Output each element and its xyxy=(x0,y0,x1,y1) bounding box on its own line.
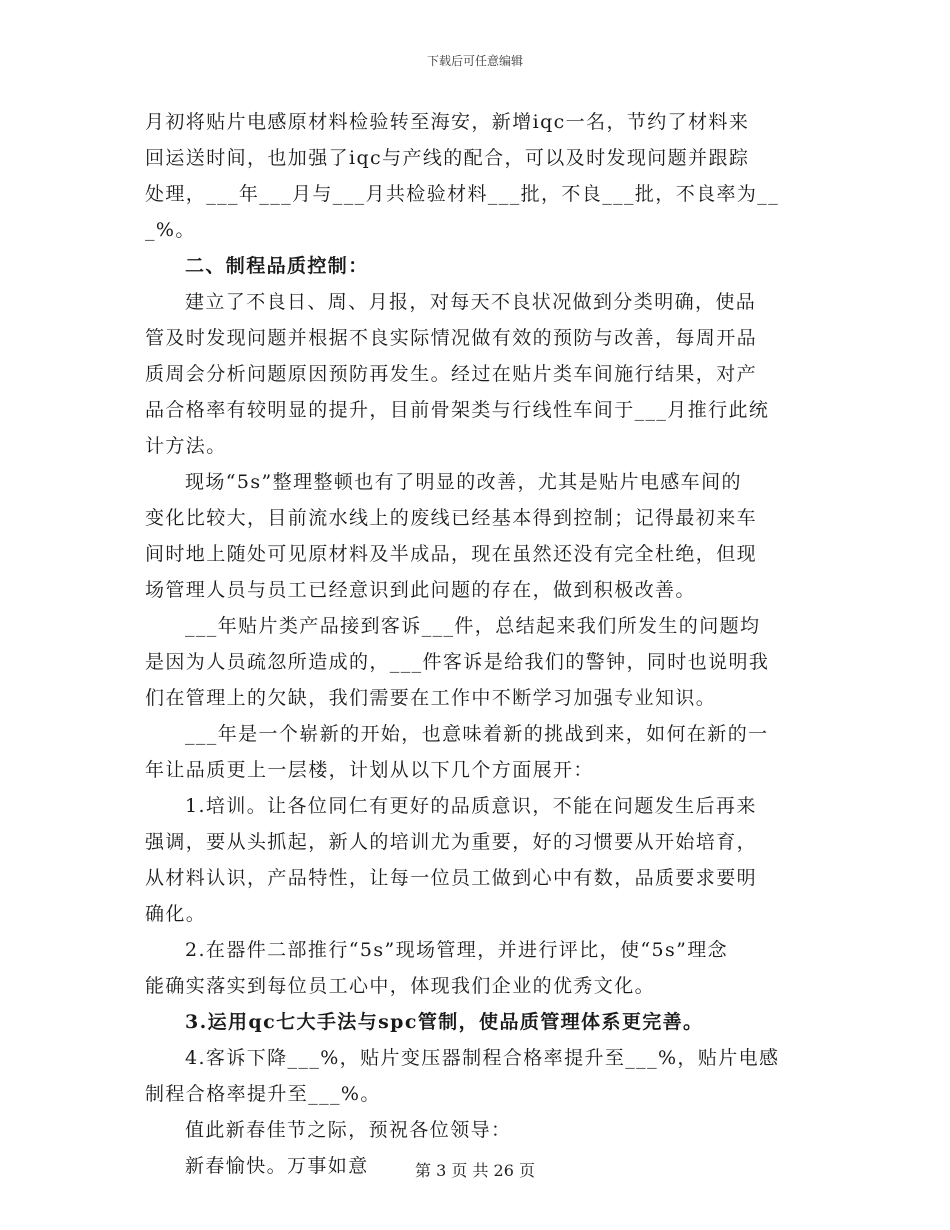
body-text-line: 2.在器件二部推行“5s”现场管理，并进行评比，使“5s”理念 xyxy=(185,939,729,961)
body-text-line: 制程合格率提升至___%。 xyxy=(145,1083,381,1105)
body-text-line: 间时地上随处可见原材料及半成品，现在虽然还没有完全杜绝，但现 xyxy=(145,543,758,565)
body-text-line: 场管理人员与员工已经意识到此问题的存在，做到积极改善。 xyxy=(145,579,696,601)
document-body xyxy=(145,104,808,1184)
header-note: 下载后可任意编辑 xyxy=(426,54,523,68)
body-text-line: _%。 xyxy=(145,219,196,241)
body-text-line: 能确实落实到每位员工心中，体现我们企业的优秀文化。 xyxy=(145,975,656,997)
section-heading-line: 3.运用qc七大手法与spc管制，使品质管理体系更完善。 xyxy=(185,1011,704,1033)
body-text-line: 建立了不良日、周、月报，对每天不良状况做到分类明确，使品 xyxy=(185,291,757,313)
body-text-line: ___年是一个崭新的开始，也意味着新的挑战到来，如何在新的一 xyxy=(185,723,769,745)
body-text-line: 月初将贴片电感原材料检验转至海安，新增iqc一名，节约了材料来 xyxy=(145,111,750,133)
body-text-line: 新春愉快。万事如意 xyxy=(185,1155,369,1177)
body-text-line: 计方法。 xyxy=(145,435,227,457)
body-text-line: 从材料认识，产品特性，让每一位员工做到心中有数，品质要求要明 xyxy=(145,867,758,889)
section-heading-line: 二、制程品质控制： xyxy=(185,255,369,277)
body-text-line: 处理，___年___月与___月共检验材料___批，不良___批，不良率为__ xyxy=(145,183,780,205)
body-text-line: 1.培训。让各位同仁有更好的品质意识，不能在问题发生后再来 xyxy=(185,795,757,817)
body-text-line: 现场“5s”整理整顿也有了明显的改善，尤其是贴片电感车间的 xyxy=(185,471,742,493)
body-text-line: 质周会分析问题原因预防再发生。经过在贴片类车间施行结果，对产 xyxy=(145,363,758,385)
body-text-line: 们在管理上的欠缺，我们需要在工作中不断学习加强专业知识。 xyxy=(145,687,717,709)
body-text-line: 年让品质更上一层楼，计划从以下几个方面展开： xyxy=(145,759,594,781)
body-text-line: 品合格率有较明显的提升，目前骨架类与行线性车间于___月推行此统 xyxy=(145,399,770,421)
body-text-line: 确化。 xyxy=(145,903,207,925)
page-footer: 第 3 页 共 26 页 xyxy=(415,1161,535,1180)
body-text-line: 值此新春佳节之际，预祝各位领导： xyxy=(185,1119,512,1141)
body-text-line: 是因为人员疏忽所造成的，___件客诉是给我们的警钟，同时也说明我 xyxy=(145,651,770,673)
body-text-line: 管及时发现问题并根据不良实际情况做有效的预防与改善，每周开品 xyxy=(145,327,758,349)
body-text-line: 4.客诉下降___%，贴片变压器制程合格率提升至___%，贴片电感 xyxy=(185,1047,780,1069)
body-text-line: 变化比较大，目前流水线上的废线已经基本得到控制；记得最初来车 xyxy=(145,507,758,529)
body-text-line: 强调，要从头抓起，新人的培训尤为重要，好的习惯要从开始培育， xyxy=(145,831,758,853)
body-text-line: 回运送时间，也加强了iqc与产线的配合，可以及时发现问题并跟踪 xyxy=(145,147,750,169)
body-text-line: ___年贴片类产品接到客诉___件，总结起来我们所发生的问题均 xyxy=(185,615,761,637)
